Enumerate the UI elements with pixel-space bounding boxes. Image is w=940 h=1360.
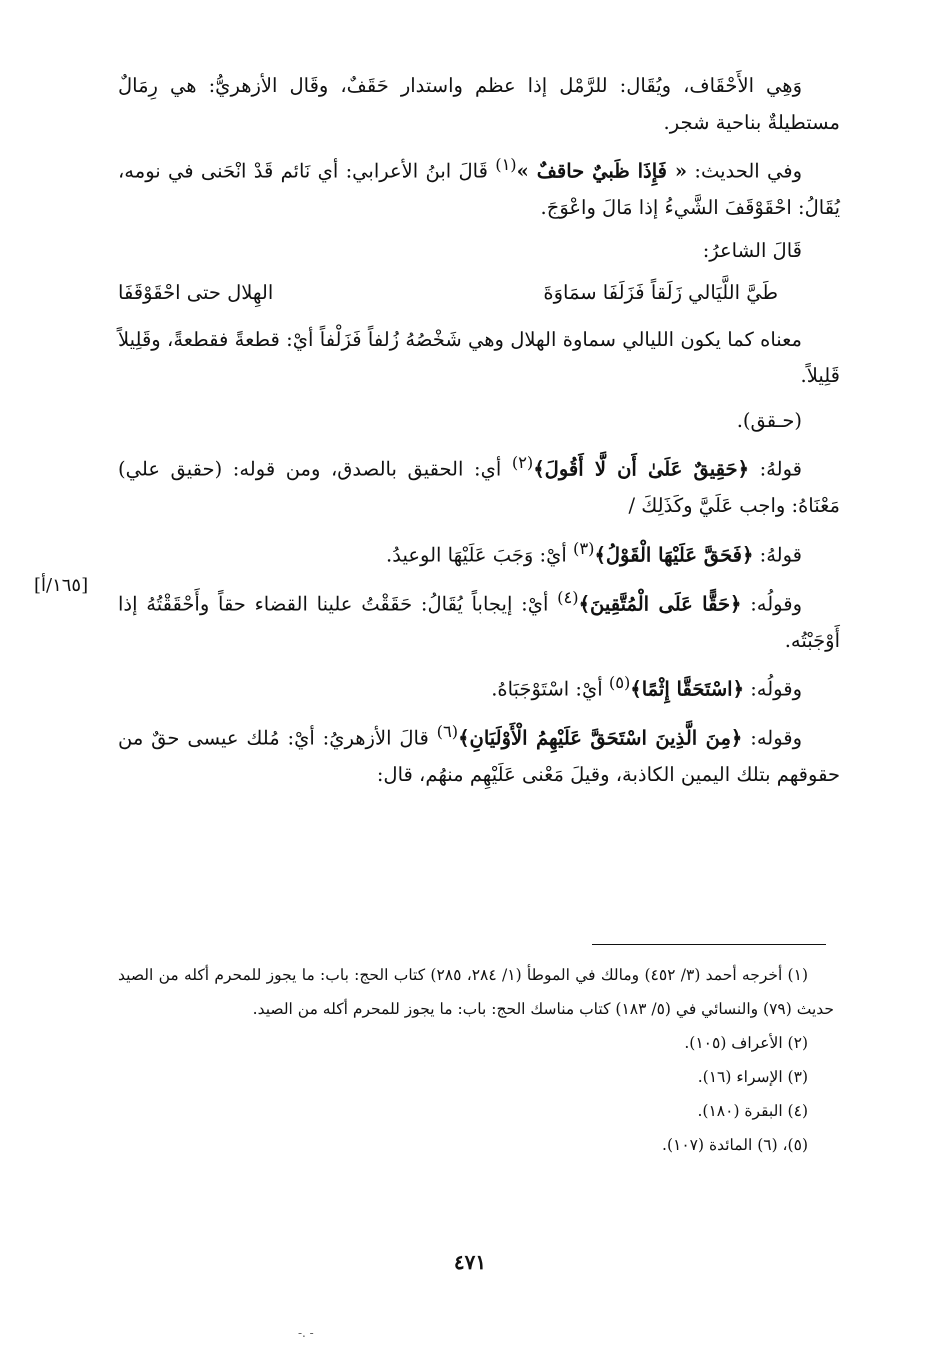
footnote-ref-3: (٣) xyxy=(573,538,595,558)
paragraph-5 xyxy=(118,445,840,525)
quran-quote-4: ﴿اسْتَحَقَّا إِثْمًا﴾ xyxy=(630,677,745,701)
footnote-4: (٤) البقرة (١٨٠). xyxy=(697,1102,808,1120)
p8-rest: أيْ: اسْتَوْجَبَاهُ. xyxy=(491,677,603,701)
footnote-ref-4: (٤) xyxy=(557,587,579,607)
footnote-ref-5: (٥) xyxy=(608,673,631,692)
p7-lead: وقولُه: xyxy=(750,592,802,615)
verse-first-hemistich: طَيَّ اللَّيَالي زَلَقاً فَزَلَفَا سمَاوَةَ xyxy=(543,281,778,304)
p5-rest: أي: الحقيق بالصدق، ومن قوله: (حقيق علي) مَعْنَاهُ: واجب عَلَيَّ وكَذَلِكَ / xyxy=(118,457,840,517)
quran-quote-2: ﴿فَحَقَّ عَلَيْهَا الْقَوْلُ﴾ xyxy=(594,543,754,566)
paragraph-3: قَالَ الشاعرُ: xyxy=(702,238,802,262)
paragraph-6 xyxy=(118,531,840,574)
poetry-verse xyxy=(118,275,840,312)
scan-speck: -. - xyxy=(298,1326,314,1340)
p8-lead: وقولُه: xyxy=(750,677,802,701)
footnote-5-6: (٥)، (٦) المائدة (١٠٧). xyxy=(662,1136,808,1154)
paragraph-7 xyxy=(118,580,840,660)
paragraph-9 xyxy=(118,714,840,794)
p5-lead: قولهُ: xyxy=(759,457,802,481)
footnotes xyxy=(118,958,834,1162)
p9-rest: قالَ الأزهريُ: أيْ: مُلك عيسى حقٌ من حقوقهم بتلك اليمين الكاذبة، وقيلَ مَعْنى عَلَيْهِم منهُم، قال: xyxy=(118,726,840,786)
p9-lead: وقوله: xyxy=(750,726,803,750)
hadith-quote: « فَإِذَا ظَبيٌ حاقفٌ » xyxy=(516,159,688,183)
quran-quote-3: ﴿حَقًّا عَلَى الْمُتَّقِينَ﴾ xyxy=(578,592,742,615)
footnote-separator xyxy=(592,944,826,945)
p7-rest: أيْ: إيجاباً يُقَالُ: حَقَقْتُ علينا القضاء حقاً وأَحْقَقْتُهُ إذا أَوْجَبْتُه. xyxy=(118,592,840,652)
main-text xyxy=(118,68,840,800)
footnote-2: (٢) الأعراف (١٠٥). xyxy=(684,1034,808,1052)
paragraph-2 xyxy=(118,147,840,227)
p2-rest: قَالَ ابنُ الأعرابي: أي نَائم قَدْ انْحَنى في نومه، يُقَالُ: احْقَوْقَفَ الشَّيءُ إذا مَالَ واعْوَجَ. xyxy=(118,159,840,219)
entry-heading: (حـقق). xyxy=(736,408,802,432)
quran-quote-1: ﴿حَقِيقٌ عَلَىٰ أَن لَّا أَقُولَ﴾ xyxy=(533,457,750,481)
p6-rest: أيْ: وَجَبَ عَلَيْهَا الوعيدُ. xyxy=(386,543,567,566)
verse-second-hemistich: الهِلال حتى احْقَوْقَفَا xyxy=(118,281,274,304)
manuscript-folio-marker: [١٦٥/أ] xyxy=(34,575,89,596)
page-number: ٤٧١ xyxy=(453,1250,487,1274)
footnote-ref-2: (٢) xyxy=(511,453,534,472)
paragraph-8 xyxy=(118,665,840,708)
paragraph-1: وَهِي الأَحْقَاف، ويُقَال: للرَّمْل إذا عظم واستدار حَقَفٌ، وقَال الأزهريُّ: هي رِمَالٌ مستطيلةٌ بناحية شجر. xyxy=(118,74,840,134)
p6-lead: قولهُ: xyxy=(759,543,802,566)
footnote-1: (١) أخرجه أحمد (٣/ ٤٥٢) ومالك في الموطأ (١/ ٢٨٤، ٢٨٥) كتاب الحج: باب: ما يجوز للمحرم أكله من الصيد حديث (٧٩) والنسائي في (٥/ ١٨٣) كتاب مناسك الحج: باب: ما يجوز للمحرم أكله من الصيد. xyxy=(118,966,834,1018)
footnote-ref-1: (١) xyxy=(495,155,517,174)
p2-lead: وفي الحديث: xyxy=(694,159,802,183)
footnote-ref-6: (٦) xyxy=(436,722,459,741)
footnote-3: (٣) الإسراء (١٦). xyxy=(697,1068,808,1086)
quran-quote-5: ﴿مِنَ الَّذِينَ اسْتَحَقَّ عَلَيْهِمُ الْأَوْلَيَانِ﴾ xyxy=(458,726,743,750)
paragraph-4: معناه كما يكون الليالي سماوة الهلال وهي شَخْصُهُ زُلفاً فَزَلْفاً أيْ: قطعةً فقطعةً، وقَلِيلاً قَلِيلاً. xyxy=(118,327,840,387)
